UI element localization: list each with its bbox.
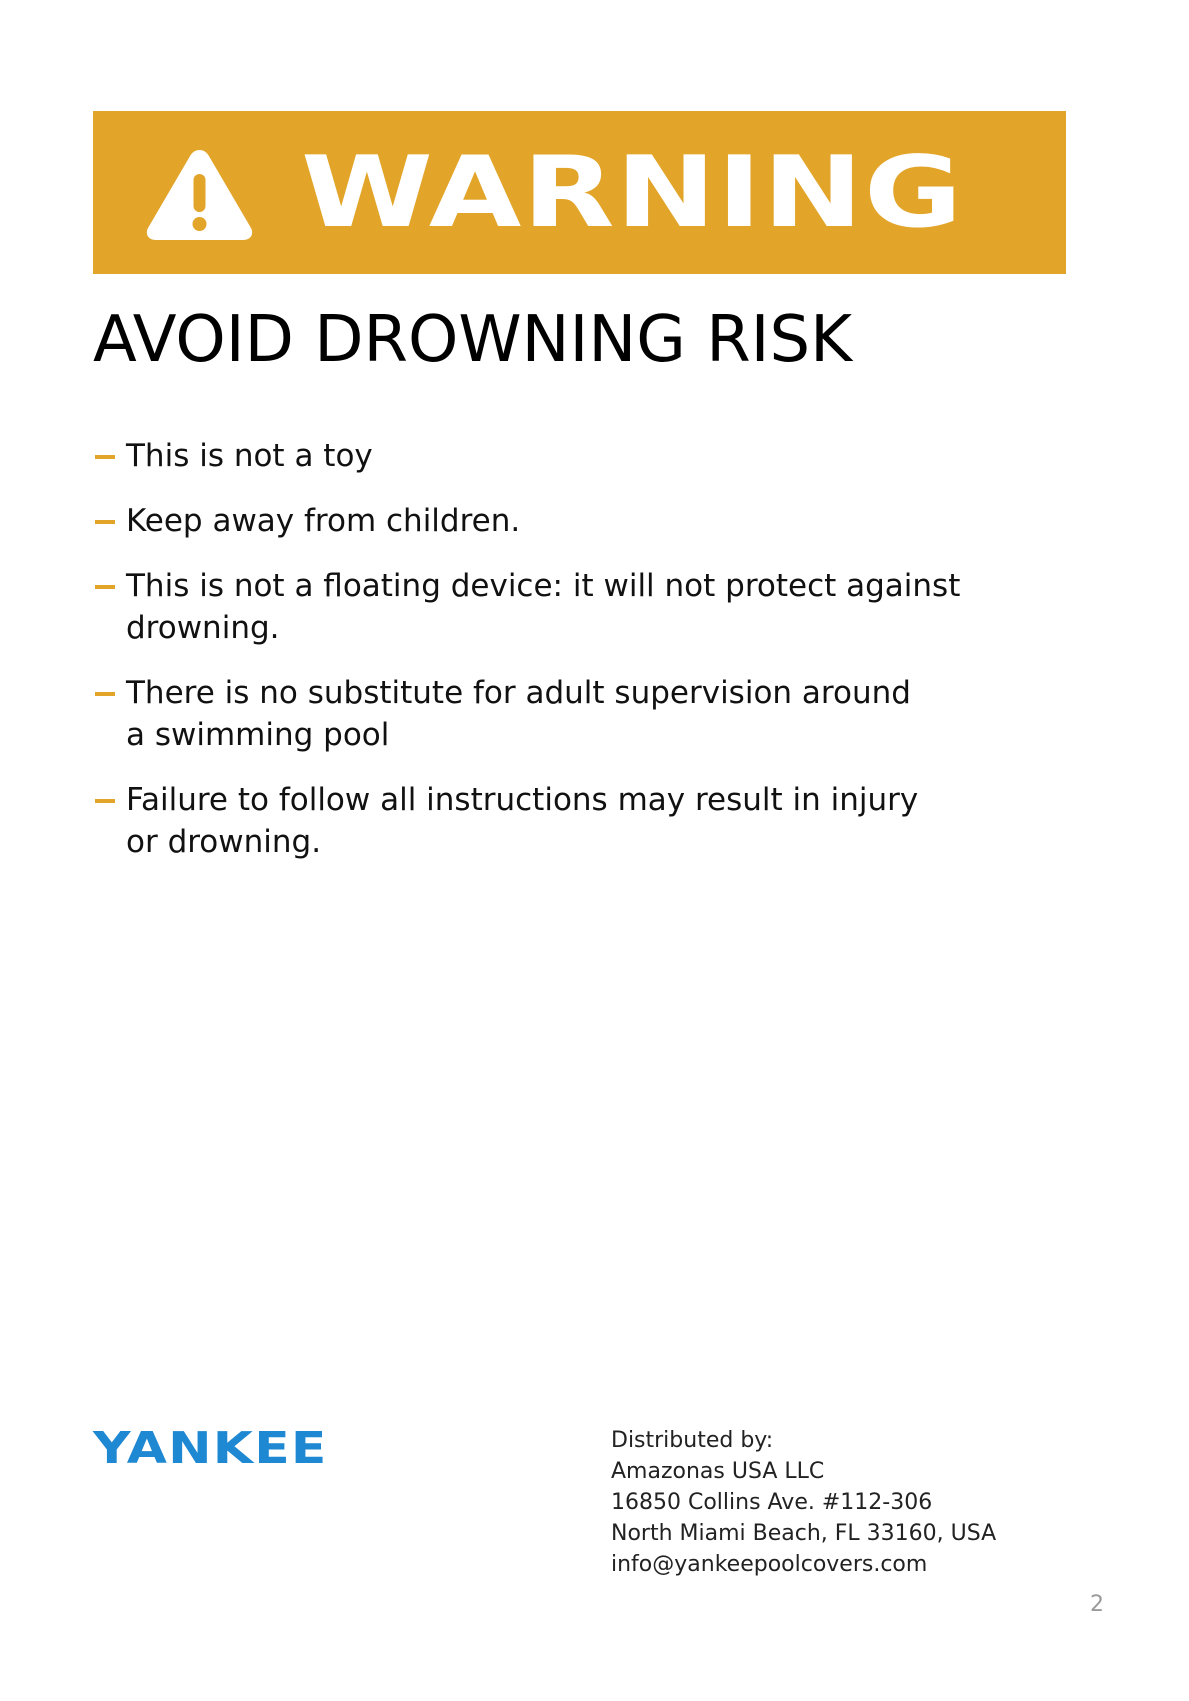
warning-item-text: This is not a toy bbox=[126, 438, 373, 474]
dash-bullet-icon bbox=[95, 455, 115, 459]
dash-bullet-icon bbox=[95, 799, 115, 803]
warning-title: WARNING bbox=[301, 136, 964, 250]
dash-bullet-icon bbox=[95, 585, 115, 589]
distributor-email: info@yankeepoolcovers.com bbox=[611, 1552, 928, 1577]
dash-bullet-icon bbox=[95, 520, 115, 524]
warning-list bbox=[93, 435, 1053, 886]
warning-item-text-line-1: There is no substitute for adult supervision around bbox=[126, 675, 911, 711]
brand-logo: YANKEE bbox=[93, 1423, 328, 1474]
warning-banner bbox=[93, 111, 1066, 274]
distributor-label: Distributed by: bbox=[611, 1428, 774, 1453]
warning-item bbox=[93, 500, 1053, 542]
warning-triangle-icon bbox=[142, 144, 257, 244]
warning-item bbox=[93, 779, 1053, 863]
warning-item bbox=[93, 672, 1053, 756]
distributor-info bbox=[611, 1425, 996, 1580]
dash-bullet-icon bbox=[95, 692, 115, 696]
warning-item-text: Keep away from children. bbox=[126, 503, 521, 539]
page-number: 2 bbox=[1090, 1592, 1104, 1617]
warning-item-text-line-2: a swimming pool bbox=[126, 717, 390, 753]
page-headline: AVOID DROWNING RISK bbox=[93, 303, 853, 377]
warning-item bbox=[93, 435, 1053, 477]
warning-item bbox=[93, 565, 1053, 649]
distributor-address-line-1: 16850 Collins Ave. #112-306 bbox=[611, 1490, 933, 1515]
warning-item-text-line-1: This is not a floating device: it will not protect against bbox=[126, 568, 961, 604]
warning-item-text-line-2: or drowning. bbox=[126, 824, 322, 860]
warning-item-text-line-2: drowning. bbox=[126, 610, 280, 646]
distributor-company: Amazonas USA LLC bbox=[611, 1459, 825, 1484]
warning-item-text-line-1: Failure to follow all instructions may result in injury bbox=[126, 782, 919, 818]
distributor-address-line-2: North Miami Beach, FL 33160, USA bbox=[611, 1521, 997, 1546]
